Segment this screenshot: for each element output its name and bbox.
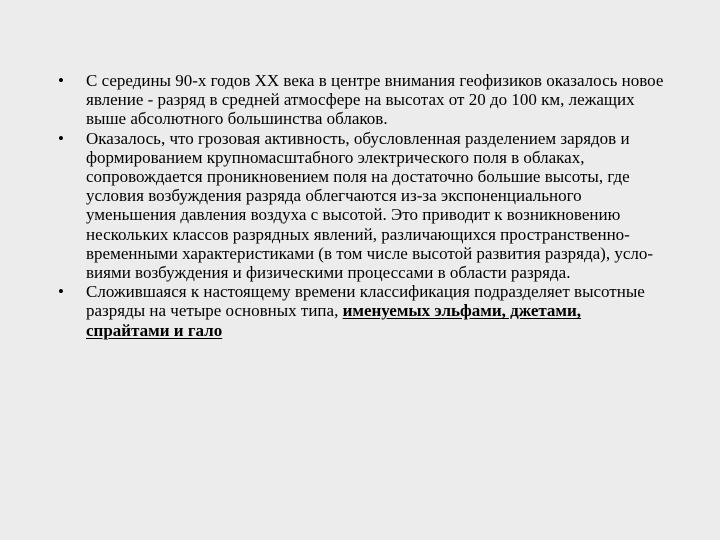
bullet-item-geophysics-intro (56, 71, 668, 129)
bullet-text: Сложившаяся к настоящему времени классификация подразделяет высотные разряды на четыре основных типа, (86, 282, 645, 321)
bullet-text: С середины 90-х годов XX века в центре внимания геофизиков оказалось новое явление - разряд в средней атмосфере на высотах от 20 до 100 км, лежащих выше абсолютного большинства облаков. (86, 71, 664, 129)
bullet-item-thunderstorm-activity (56, 129, 668, 283)
bullet-dot-icon: • (58, 71, 64, 90)
bullet-list (56, 71, 668, 340)
bullet-emphasis-text: именуемых эльфами, джетами, спрайтами и гало (86, 301, 582, 340)
bullet-item-classification (56, 282, 668, 340)
bullet-dot-icon: • (58, 128, 64, 148)
bullet-text: Оказалось, что грозовая активность, обусловленная разделением зарядов и формированием крупномасштабного электрического поля в облаках, сопровождается проникновением поля на достаточно большие высоты, где условия возбуждения разряда облегчаются из-за экспоненциального уменьшения давления воздуха с высотой. Это приводит к возникновению нескольких классов разрядных явлений, различающихся пространственно-временными характеристиками (в том числе высотой развития разряда), усло-виями возбуждения и физическими процессами в области разряда. (86, 128, 654, 283)
bullet-dot-icon: • (58, 282, 64, 302)
